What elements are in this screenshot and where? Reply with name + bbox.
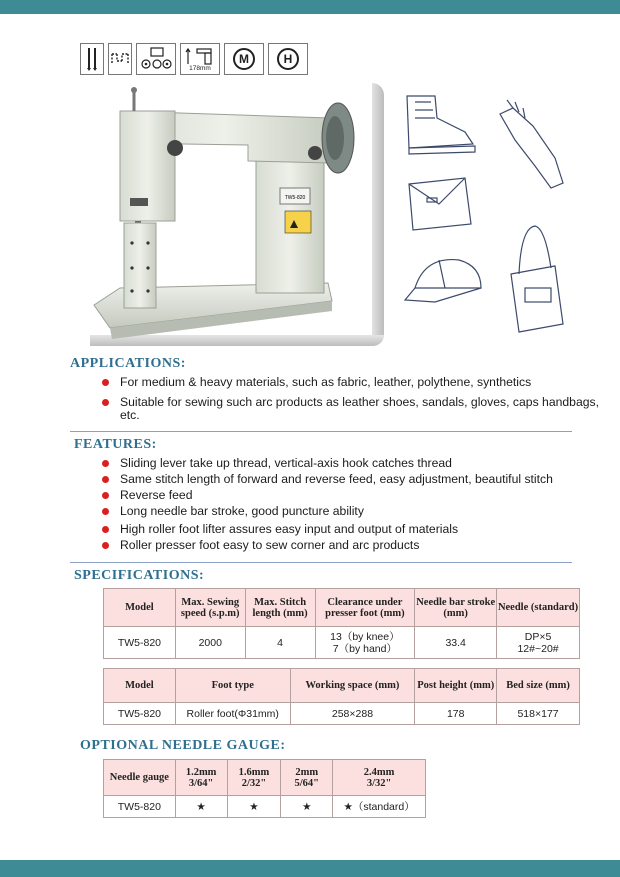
features-title-colon: :: [151, 437, 157, 452]
table-cell: ★: [227, 796, 281, 818]
list-item: [100, 539, 600, 552]
applications-title-colon: :: [180, 356, 186, 371]
gauge-inch: 5/64": [294, 777, 320, 789]
gauge-mm: 2mm: [295, 766, 319, 778]
section-divider: [70, 431, 572, 432]
bottom-band: [0, 860, 620, 877]
needle-gauge-title: OPTIONAL NEEDLE GAUGE: [80, 738, 281, 753]
applications-heading: [70, 356, 186, 372]
model-plate-text: TW5-820: [284, 195, 306, 201]
features-list: [100, 457, 600, 552]
column-header: [227, 760, 281, 796]
needle-type: DP×5: [524, 630, 552, 643]
needle-gauge-title-colon: :: [280, 738, 286, 753]
spec-table-1: [103, 588, 580, 659]
table-cell: ★（standard）: [333, 796, 426, 818]
spec-table-2: [103, 668, 580, 725]
table-cell: TW5-820: [104, 627, 176, 659]
feature-text: Roller presser foot easy to sew corner and arc products: [120, 538, 420, 552]
needle-gauge-table: [103, 759, 426, 818]
table-cell: 258×288: [290, 703, 415, 725]
sewing-machine-photo: [80, 83, 382, 346]
specifications-title: SPECIFICATIONS: [74, 568, 199, 583]
list-item: [100, 505, 600, 518]
table-cell: 2000: [175, 627, 245, 659]
table-cell: ★: [281, 796, 333, 818]
clutch-bag-sketch: [409, 178, 471, 230]
clearance-knee: 13（by knee）: [330, 630, 400, 643]
heavy-materials-icon: [268, 43, 308, 75]
features-heading: [74, 437, 157, 453]
feature-text: High roller foot lifter assures easy input and output of materials: [120, 522, 459, 536]
column-header: [333, 760, 426, 796]
column-header: Max. Sewing speed (s.p.m): [175, 589, 245, 627]
section-divider: [70, 562, 572, 563]
top-band: [0, 0, 620, 14]
column-header: Max. Stitch length (mm): [245, 589, 315, 627]
gauge-mm: 1.6mm: [238, 766, 270, 778]
feature-text: Sliding lever take up thread, vertical-axis hook catches thread: [120, 456, 452, 470]
list-item: [100, 523, 600, 536]
needle-gauge-heading: [80, 738, 286, 754]
column-header: Model: [104, 669, 176, 703]
feature-text: Same stitch length of forward and reverse feed, easy adjustment, beautiful stitch: [120, 472, 553, 486]
glove-sketch: [500, 100, 563, 188]
bullet-icon: [102, 508, 109, 515]
feature-text: Reverse feed: [120, 488, 193, 502]
list-item: [100, 376, 600, 389]
application-text: For medium & heavy materials, such as fabric, leather, polythene, synthetics: [120, 375, 532, 389]
boot-sketch: [407, 96, 475, 154]
bullet-icon: [102, 542, 109, 549]
table-cell: 33.4: [415, 627, 497, 659]
list-item: [100, 396, 600, 422]
column-header: Post height (mm): [415, 669, 497, 703]
needle-size: 12#~20#: [517, 642, 559, 655]
stitch-pattern-icon: [108, 43, 132, 75]
column-header: Foot type: [175, 669, 290, 703]
column-header: [175, 760, 227, 796]
gauge-inch: 2/32": [241, 777, 267, 789]
gauge-mm: 2.4mm: [363, 766, 395, 778]
bullet-icon: [102, 460, 109, 467]
bullet-icon: [102, 379, 109, 386]
table-cell: ★: [175, 796, 227, 818]
table-cell: [315, 627, 415, 659]
cap-sketch: [405, 260, 481, 302]
table-header-row: [104, 760, 426, 796]
table-cell: TW5-820: [104, 703, 176, 725]
application-text: Suitable for sewing such arc products as leather shoes, sandals, gloves, caps handbags, etc.: [120, 395, 599, 422]
bullet-icon: [102, 399, 109, 406]
table-row: [104, 703, 580, 725]
column-header: Needle (standard): [497, 589, 580, 627]
table-cell: TW5-820: [104, 796, 176, 818]
table-header-row: [104, 669, 580, 703]
table-cell: 4: [245, 627, 315, 659]
application-sketches: [395, 88, 585, 338]
table-row: [104, 627, 580, 659]
column-header: [281, 760, 333, 796]
height-icon: [180, 43, 220, 75]
medium-materials-icon: [224, 43, 264, 75]
bullet-icon: [102, 492, 109, 499]
column-header: Model: [104, 589, 176, 627]
list-item: [100, 489, 600, 502]
hook-bobbin-icon: [136, 43, 176, 75]
clearance-hand: 7（by hand）: [332, 642, 397, 655]
feature-text: Long needle bar stroke, good puncture ability: [120, 504, 364, 518]
list-item: [100, 457, 600, 470]
needle-icon: [80, 43, 104, 75]
bullet-icon: [102, 526, 109, 533]
column-header: Working space (mm): [290, 669, 415, 703]
column-header: Needle gauge: [104, 760, 176, 796]
column-header: Needle bar stroke (mm): [415, 589, 497, 627]
specifications-title-colon: :: [199, 568, 205, 583]
features-title: FEATURES: [74, 437, 152, 452]
table-row: [104, 796, 426, 818]
table-cell: Roller foot(Φ31mm): [175, 703, 290, 725]
column-header: Clearance under presser foot (mm): [315, 589, 415, 627]
bullet-icon: [102, 476, 109, 483]
medium-label: M: [233, 48, 255, 70]
specifications-heading: [74, 568, 204, 584]
feature-icons: [80, 43, 308, 75]
table-cell: [497, 627, 580, 659]
table-header-row: [104, 589, 580, 627]
table-cell: 518×177: [497, 703, 580, 725]
applications-title: APPLICATIONS: [70, 356, 181, 371]
list-item: [100, 473, 600, 486]
shoulder-bag-sketch: [511, 226, 563, 332]
gauge-inch: 3/64": [188, 777, 214, 789]
height-label: 178mm: [189, 64, 211, 72]
heavy-label: H: [277, 48, 299, 70]
table-cell: 178: [415, 703, 497, 725]
column-header: Bed size (mm): [497, 669, 580, 703]
gauge-mm: 1.2mm: [185, 766, 217, 778]
applications-list: [100, 376, 600, 422]
gauge-inch: 3/32": [366, 777, 392, 789]
